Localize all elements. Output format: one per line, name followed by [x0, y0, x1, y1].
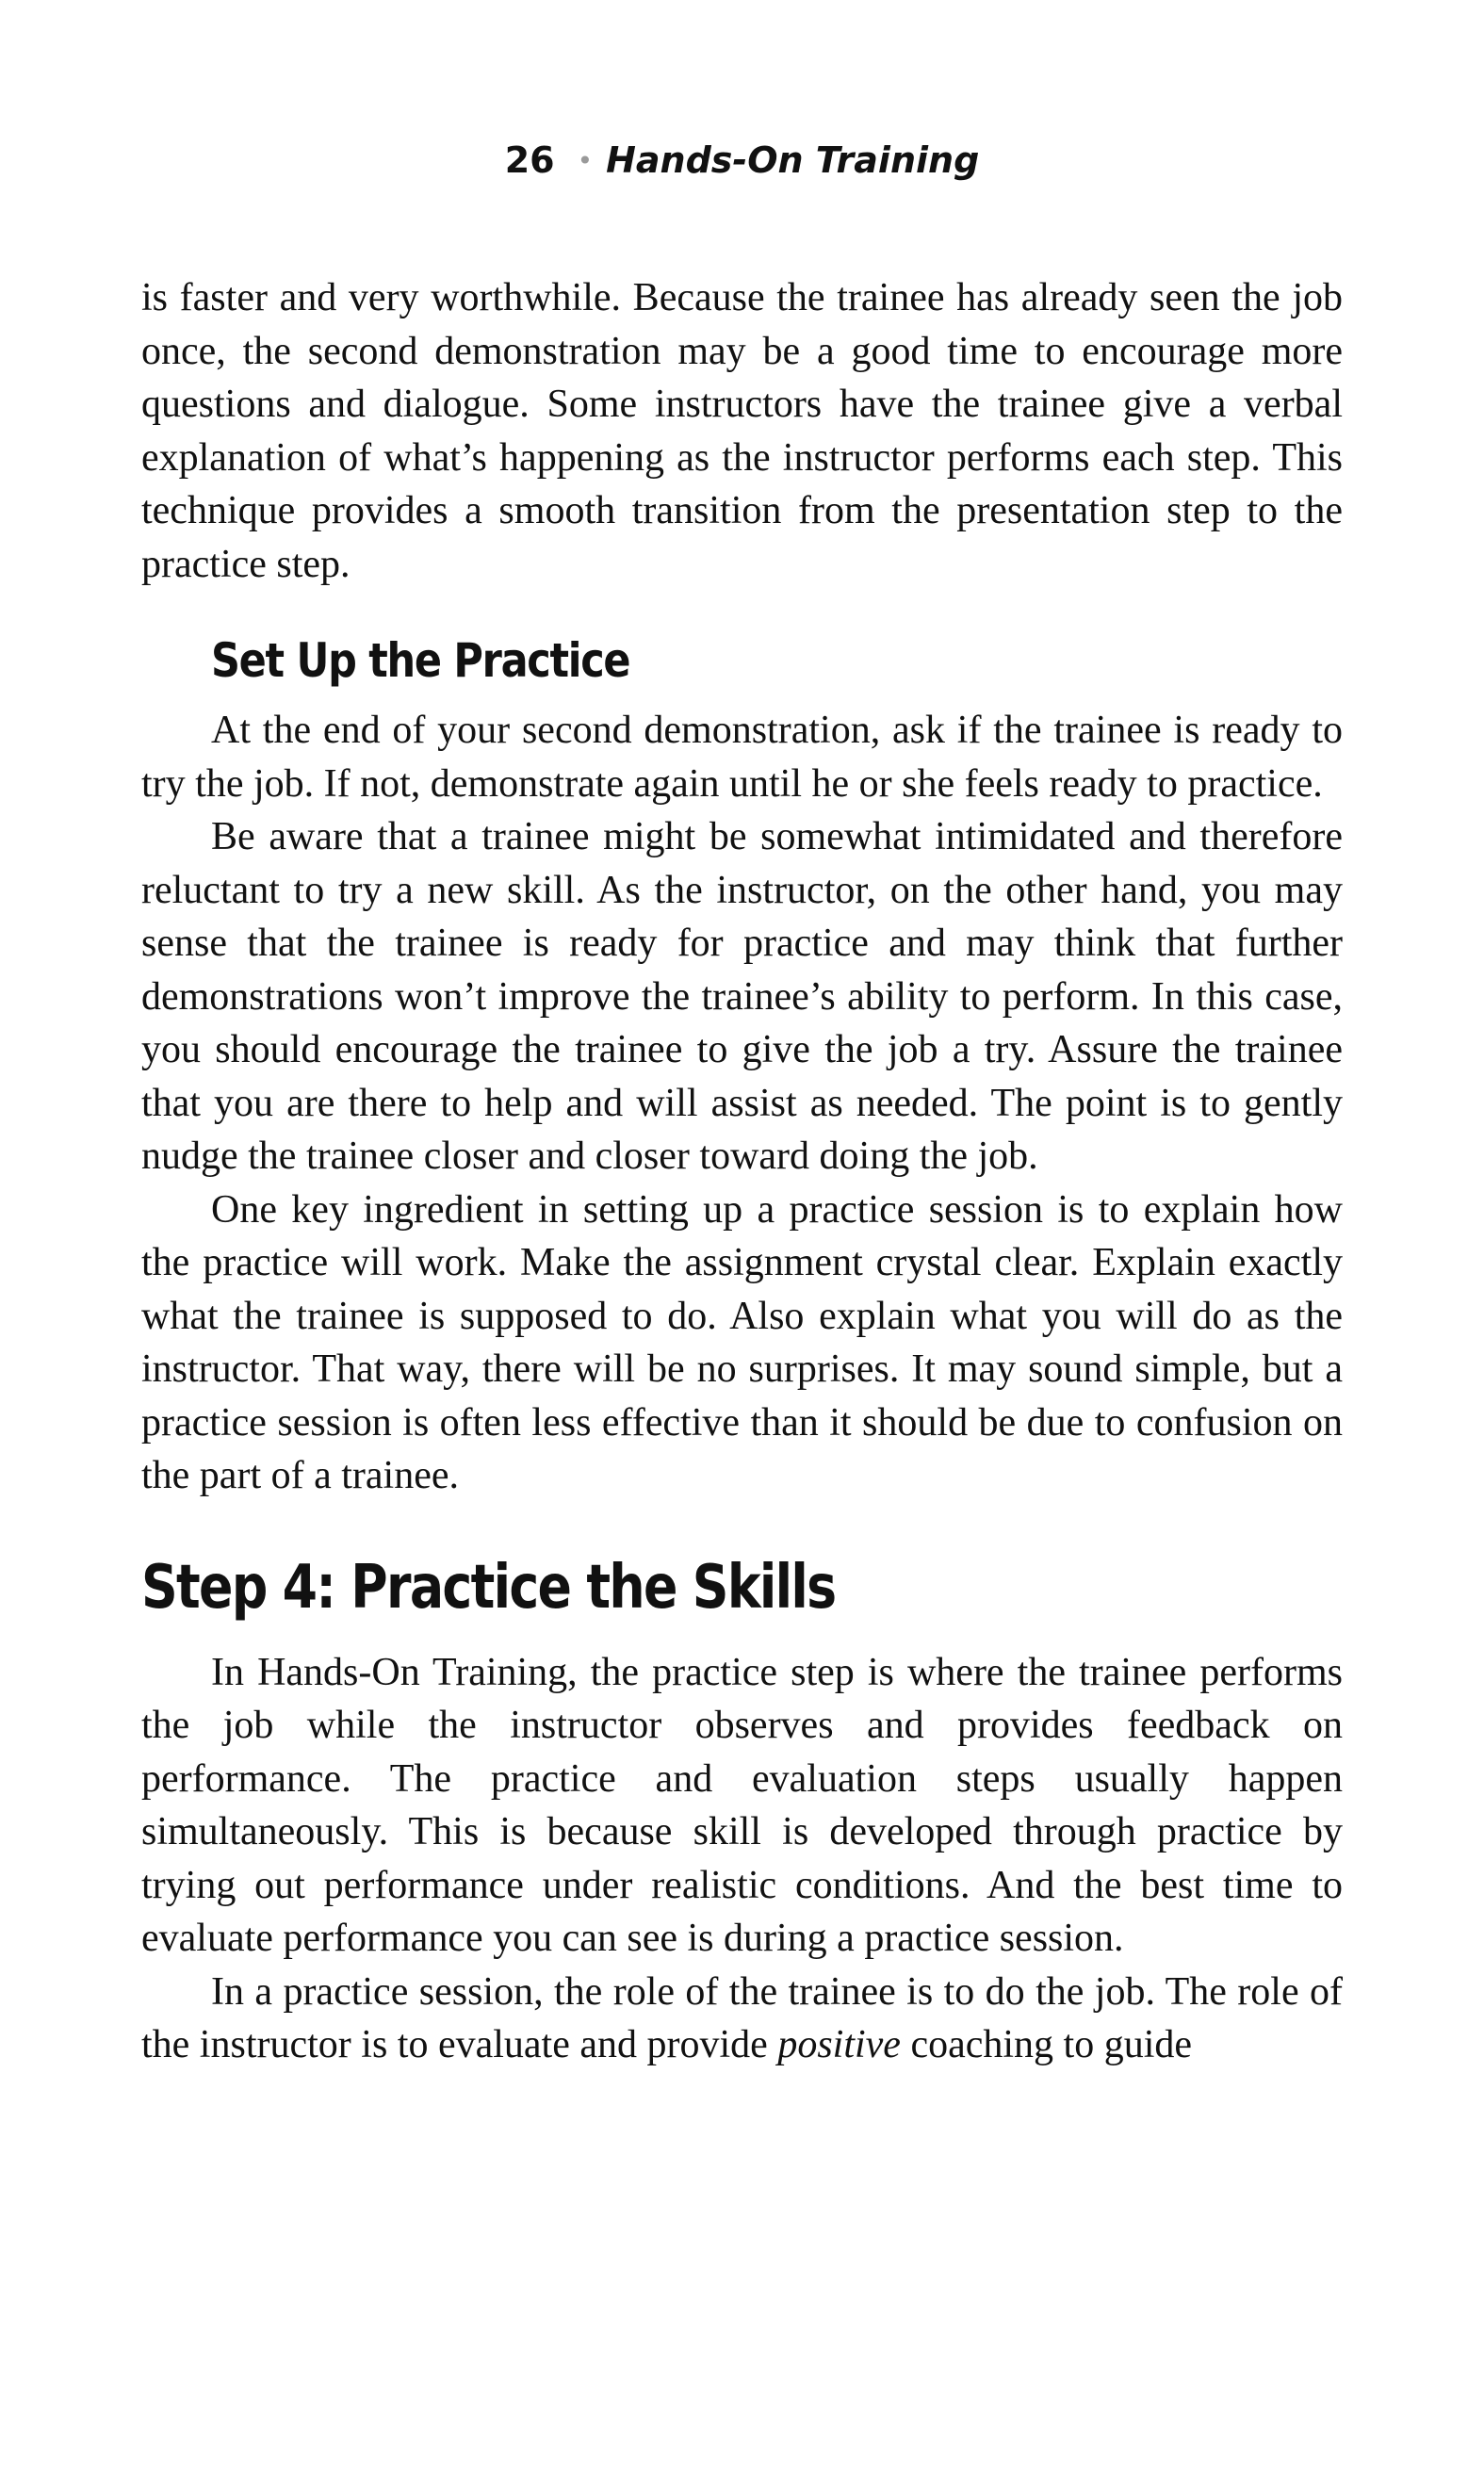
paragraph-text: In a practice session, the role of the trainee is to do the job. The role of the instructor is to evaluate and provide: [141, 1969, 1343, 2066]
paragraph: [141, 1966, 1343, 2072]
paragraph: In Hands-On Training, the practice step is where the trainee performs the job while the instructor observes and provides feedback on performance. The practice and evaluation steps usually happen simultaneously. This is because skill is developed through practice by trying out performance under realistic conditions. And the best time to evaluate performance you can see is during a practice session.: [141, 1650, 1343, 1960]
section-subheading: Set Up the Practice: [211, 633, 630, 688]
body-text: [141, 271, 1343, 2072]
paragraph: One key ingredient in setting up a practice session is to explain how the practice will work. Make the assignment crystal clear. Explain exactly what the trainee is supposed to do. Also explain what you will do as the instructor. That way, there will be no surprises. It may sound simple, but a practice session is often less effective than it should be due to confusion on the part of a trainee.: [141, 1187, 1343, 1497]
book-title: Hands-On Training: [606, 139, 980, 181]
emphasis-text: positive: [777, 2023, 901, 2066]
header-separator: •: [577, 145, 594, 176]
paragraph: Be aware that a trainee might be somewhat intimidated and therefore reluctant to try a new skill. As the instructor, on the other hand, you may sense that the trainee is ready for practice and may think that further demonstrations won’t improve the trainee’s ability to perform. In this case, you should encourage the trainee to give the job a try. Assure the trainee that you are there to help and will assist as needed. The point is to gently nudge the trainee closer and closer toward doing the job.: [141, 815, 1343, 1178]
paragraph: is faster and very worthwhile. Because the trainee has already seen the job once, the second demonstration may be a good time to encourage more questions and dialogue. Some instructors have the trainee give a verbal explanation of what’s happening as the instructor performs each step. This technique provides a smooth transition from the presentation step to the practice step.: [141, 276, 1343, 586]
paragraph: At the end of your second demonstration, ask if the trainee is ready to try the job. If not, demonstrate again until he or she feels ready to practice.: [141, 709, 1343, 806]
running-head: [0, 132, 1484, 189]
paragraph-text: coaching to guide: [900, 2023, 1193, 2066]
section-heading: Step 4: Practice the Skills: [141, 1552, 836, 1623]
page-number: 26: [504, 139, 555, 181]
